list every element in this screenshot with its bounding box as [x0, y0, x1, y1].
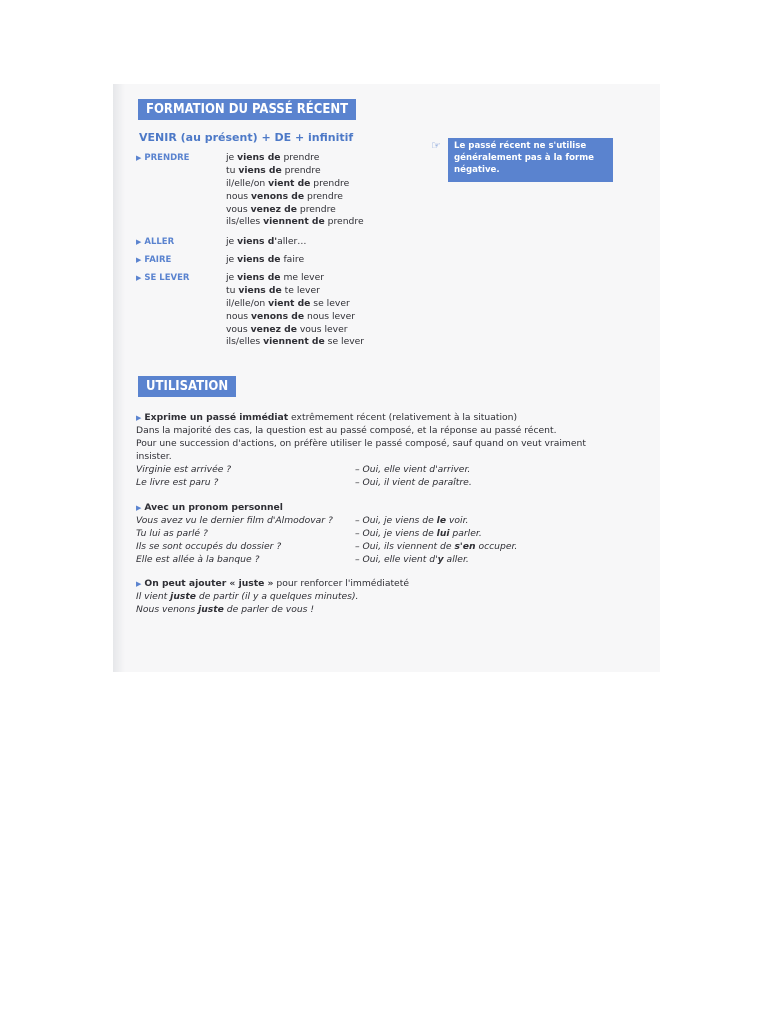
emphasis-text: juste [170, 590, 196, 602]
example-row [136, 515, 606, 528]
verb-label [136, 153, 190, 163]
text-segment: – Oui, il vient de paraître. [355, 476, 472, 488]
text-segment: de partir (il y a quelques minutes). [195, 590, 359, 602]
text-segment: prendre [296, 203, 336, 215]
usage-juste [136, 578, 606, 617]
text-segment: nous [226, 190, 251, 202]
text-segment: vous [226, 203, 251, 215]
emphasis-text: viens de [237, 254, 281, 265]
example-question [136, 515, 355, 528]
text-segment: se lever [310, 297, 350, 309]
example-answer [355, 541, 517, 554]
text-segment: occuper. [475, 540, 518, 552]
emphasis-text: venez de [250, 203, 297, 215]
emphasis-text: viens de [237, 272, 281, 283]
usage-body-line: insister. [136, 450, 172, 462]
example-answer [355, 464, 470, 477]
text-segment: aller. [443, 553, 469, 565]
conjugation-line [226, 298, 364, 311]
text-segment: Le livre est paru ? [136, 476, 219, 488]
usage-heading-bold: Avec un pronom personnel [144, 502, 283, 513]
verb-label-text: FAIRE [144, 255, 172, 265]
emphasis-text: y [437, 553, 444, 565]
example-row [136, 541, 606, 554]
bullet-triangle-icon: ▶ [136, 414, 142, 422]
usage-heading-rest: pour renforcer l'immédiateté [273, 578, 409, 589]
emphasis-text: lui [436, 527, 450, 539]
conjugation-line [226, 204, 364, 217]
text-segment: Il vient [136, 590, 171, 602]
bullet-triangle-icon: ▶ [136, 256, 142, 264]
emphasis-text: viennent de [263, 216, 325, 228]
emphasis-text: viens d' [237, 236, 278, 247]
example-question [136, 477, 355, 490]
text-segment: je [226, 152, 238, 163]
conjugation-line [226, 178, 364, 191]
text-segment: tu [226, 164, 239, 176]
verb-label-text: PRENDRE [144, 153, 190, 163]
verb-label-text: SE LEVER [144, 273, 190, 283]
example-row [136, 554, 606, 567]
emphasis-text: juste [198, 603, 224, 615]
text-segment: ils/elles [226, 336, 264, 348]
conjugation-block [226, 236, 306, 249]
emphasis-text: viens de [238, 284, 282, 296]
example-answer [355, 477, 472, 490]
bullet-triangle-icon: ▶ [136, 274, 142, 282]
usage-body-line: Pour une succession d'actions, on préfère utiliser le passé composé, sauf quand on veut vraiment [136, 437, 586, 449]
emphasis-text: viens de [238, 164, 282, 176]
usage-personal-pronoun [136, 502, 606, 566]
conjugation-block [226, 254, 304, 267]
conjugation-line [226, 336, 364, 349]
emphasis-text: venez de [250, 323, 297, 335]
text-segment: vous lever [296, 323, 348, 335]
emphasis-text: le [436, 514, 447, 526]
example-row [136, 528, 606, 541]
text-segment: – Oui, je viens de [355, 514, 437, 526]
text-segment: Tu lui as parlé ? [136, 527, 208, 539]
text-segment: Virginie est arrivée ? [136, 463, 232, 475]
text-segment: Nous venons [136, 603, 199, 615]
conjugation-line [226, 191, 364, 204]
text-segment: ils/elles [226, 216, 264, 228]
usage-heading [136, 412, 606, 425]
bullet-triangle-icon: ▶ [136, 580, 142, 588]
text-segment: je [226, 272, 238, 283]
conjugation-line [226, 311, 364, 324]
conjugation-line [226, 152, 364, 165]
text-segment: prendre [280, 152, 320, 163]
text-segment: se lever [324, 336, 365, 348]
text-segment: je [226, 236, 238, 247]
text-segment: il/elle/on [226, 297, 269, 309]
verb-label-text: ALLER [144, 237, 175, 247]
text-segment: nous [226, 310, 251, 322]
example-answer [355, 515, 468, 528]
verb-label [136, 255, 171, 265]
text-segment: prendre [310, 177, 350, 189]
text-segment: il/elle/on [226, 177, 269, 189]
text-segment: prendre [304, 190, 343, 202]
conjugation-line [226, 324, 364, 337]
text-segment: vous [226, 323, 251, 335]
text-segment: parler. [449, 527, 482, 539]
text-segment: – Oui, elle vient d'arriver. [355, 463, 471, 475]
usage-heading-bold: On peut ajouter « juste » [144, 578, 274, 589]
conjugation-line [226, 236, 306, 249]
example-sentence [136, 604, 606, 617]
example-row [136, 464, 606, 477]
emphasis-text: s'en [454, 540, 476, 552]
usage-heading [136, 502, 606, 515]
example-question [136, 554, 355, 567]
text-segment: Vous avez vu le dernier film d'Almodovar ? [136, 514, 333, 526]
example-question [136, 528, 355, 541]
verb-label [136, 237, 174, 247]
emphasis-text: venons de [250, 190, 305, 202]
text-segment: – Oui, je viens de [355, 527, 437, 539]
text-segment: te lever [281, 284, 320, 296]
text-segment: voir. [446, 514, 469, 526]
example-question [136, 464, 355, 477]
conjugation-line [226, 216, 364, 229]
text-segment: prendre [324, 216, 364, 228]
example-question [136, 541, 355, 554]
conjugation-line [226, 254, 304, 267]
text-segment: tu [226, 284, 239, 296]
usage-heading-rest: extrêmement récent (relativement à la situation) [288, 412, 518, 423]
section-title-utilisation: UTILISATION [138, 376, 236, 397]
text-segment: nous lever [304, 310, 356, 322]
example-answer [355, 554, 469, 567]
note-box: Le passé récent ne s'utilise généralement pas à la forme négative. [448, 138, 613, 182]
page-edge-shadow [113, 84, 125, 672]
text-segment: – Oui, ils viennent de [355, 540, 455, 552]
emphasis-text: venons de [250, 310, 305, 322]
text-segment: prendre [281, 164, 321, 176]
section-title-formation: FORMATION DU PASSÉ RÉCENT [138, 99, 356, 120]
usage-heading [136, 578, 606, 591]
bullet-triangle-icon: ▶ [136, 504, 142, 512]
emphasis-text: vient de [268, 177, 311, 189]
text-segment: me lever [280, 272, 325, 283]
conjugation-line [226, 165, 364, 178]
pointing-hand-icon: ☞ [431, 139, 441, 152]
bullet-triangle-icon: ▶ [136, 238, 142, 246]
emphasis-text: viennent de [263, 336, 325, 348]
example-sentence [136, 591, 606, 604]
conjugation-line [226, 272, 364, 285]
conjugation-block [226, 152, 364, 229]
conjugation-block [226, 272, 364, 349]
example-answer [355, 528, 482, 541]
formation-formula: VENIR (au présent) + DE + infinitif [139, 131, 354, 144]
verb-label [136, 273, 189, 283]
text-segment: je [226, 254, 238, 265]
emphasis-text: vient de [268, 297, 311, 309]
example-row [136, 477, 606, 490]
text-segment: – Oui, elle vient d' [355, 553, 438, 565]
text-segment: aller… [277, 236, 307, 247]
text-segment: Elle est allée à la banque ? [136, 553, 260, 565]
conjugation-line [226, 285, 364, 298]
usage-heading-bold: Exprime un passé immédiat [144, 412, 289, 423]
text-segment: faire [280, 254, 305, 265]
usage-body-line: Dans la majorité des cas, la question est au passé composé, et la réponse au passé récent. [136, 424, 557, 436]
usage-immediate-past [136, 412, 606, 489]
text-segment: de parler de vous ! [223, 603, 315, 615]
emphasis-text: viens de [237, 152, 281, 163]
bullet-triangle-icon: ▶ [136, 154, 142, 162]
text-segment: Ils se sont occupés du dossier ? [136, 540, 282, 552]
